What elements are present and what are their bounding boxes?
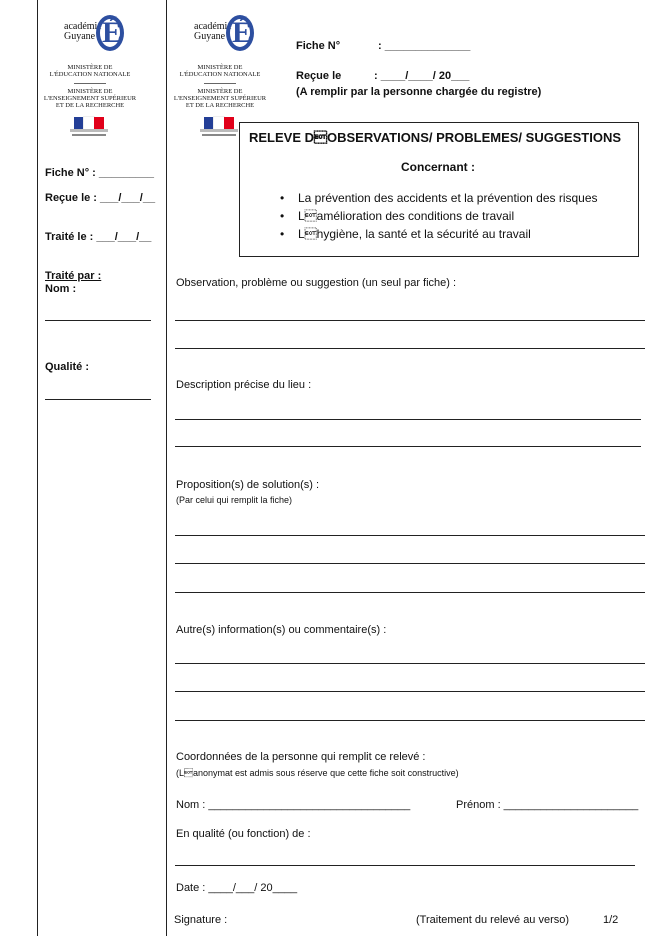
academie-wordmark: académie Guyane (64, 21, 102, 42)
lieu-line-1[interactable] (175, 419, 641, 420)
coordonnees-note: (Lanonymat est admis sous réserve que cette fiche soit constructive) (176, 768, 459, 778)
left-recue-date[interactable]: Reçue le : ___/___/__ (45, 192, 156, 204)
concernant-label: Concernant : (401, 160, 476, 174)
prenom-field[interactable]: Prénom : ______________________ (456, 799, 639, 811)
logo-separator (74, 83, 106, 84)
proposition-line-3[interactable] (175, 592, 645, 593)
left-nom-field[interactable] (45, 320, 151, 321)
proposition-label: Proposition(s) de solution(s) : (176, 479, 320, 491)
left-traite-date[interactable]: Traité le : ___/___/__ (45, 231, 152, 243)
motto-mark-2 (202, 134, 236, 136)
left-fiche-number[interactable]: Fiche N° : _________ (45, 167, 154, 179)
academie-logo-left (40, 8, 140, 143)
logo-separator (204, 83, 236, 84)
french-flag-icon (74, 116, 104, 128)
observation-line-1[interactable] (175, 320, 645, 321)
autres-line-3[interactable] (175, 720, 645, 721)
date-field[interactable]: Date : ____/___/ 20____ (176, 882, 298, 894)
left-qualite-field[interactable] (45, 399, 151, 400)
page-title: RELEVE DOBSERVATIONS/ PROBLEMES/ SUGGESTIONS (249, 130, 621, 145)
academie-wordmark: académie Guyane (194, 21, 232, 42)
proposition-note: (Par celui qui remplit la fiche) (176, 495, 293, 505)
autres-label: Autre(s) information(s) ou commentaire(s) : (176, 624, 387, 636)
motto-mark (200, 129, 238, 132)
ministry-text: MINISTÈRE DE L'ÉDUCATION NATIONALE (179, 64, 261, 78)
qualite-line[interactable] (175, 865, 635, 866)
title-box (239, 122, 639, 257)
nom-field[interactable]: Nom : _________________________________ (176, 799, 411, 811)
ministry-text-2: MINISTÈRE DE L'ENSEIGNEMENT SUPÉRIEUR ET DE LA RECHERCHE (43, 88, 137, 109)
motto-mark (70, 129, 108, 132)
concern-list (280, 189, 598, 243)
observation-label: Observation, problème ou suggestion (un seul par fiche) : (176, 277, 457, 289)
left-qualite-label: Qualité : (45, 361, 90, 373)
header-recue-field[interactable]: : ____/____/ 20___ (374, 70, 470, 82)
coordonnees-label: Coordonnées de la personne qui remplit ce relevé : (176, 751, 426, 763)
autres-line-1[interactable] (175, 663, 645, 664)
left-nom-label: Nom : (45, 283, 77, 295)
header-registry-note: (A remplir par la personne chargée du registre) (296, 86, 542, 98)
motto-mark-2 (72, 134, 106, 136)
qualite-label: En qualité (ou fonction) de : (176, 828, 311, 840)
traitement-note: (Traitement du relevé au verso) (416, 914, 570, 926)
logo-letter: É (102, 16, 123, 49)
page-number: 1/2 (603, 914, 619, 926)
observation-line-2[interactable] (175, 348, 645, 349)
proposition-line-2[interactable] (175, 563, 645, 564)
proposition-line-1[interactable] (175, 535, 645, 536)
left-margin-rule (37, 0, 38, 936)
left-traite-par: Traité par : (45, 270, 102, 282)
signature-label: Signature : (174, 914, 228, 926)
ministry-text-2: MINISTÈRE DE L'ENSEIGNEMENT SUPÉRIEUR ET DE LA RECHERCHE (173, 88, 267, 109)
list-item: • Lhygiène, la santé et la sécurité au travail (280, 225, 598, 243)
autres-line-2[interactable] (175, 691, 645, 692)
header-fiche-field[interactable]: : ______________ (378, 40, 471, 52)
ministry-text: MINISTÈRE DE L'ÉDUCATION NATIONALE (49, 64, 131, 78)
lieu-line-2[interactable] (175, 446, 641, 447)
list-item: • La prévention des accidents et la prévention des risques (280, 189, 598, 207)
list-item: • Lamélioration des conditions de travail (280, 207, 598, 225)
french-flag-icon (204, 116, 234, 128)
column-divider-rule (166, 0, 167, 936)
header-fiche-label: Fiche N° (296, 40, 341, 52)
lieu-label: Description précise du lieu : (176, 379, 312, 391)
logo-letter: É (232, 16, 253, 49)
header-recue-label: Reçue le (296, 70, 342, 82)
